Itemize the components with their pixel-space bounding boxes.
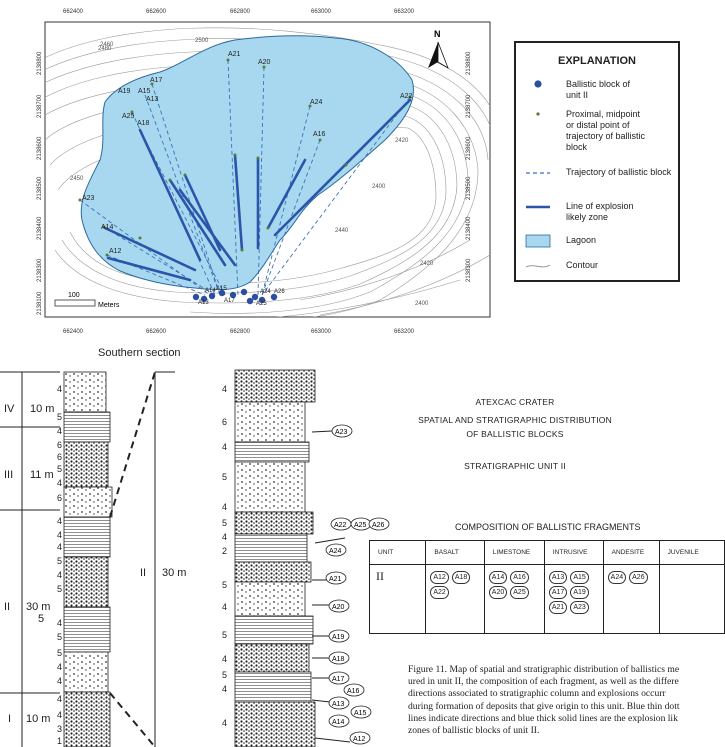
map-label: A13 <box>198 300 209 306</box>
marker-a15 <box>351 706 371 718</box>
caption-line: ured in unit II, the composition of each fragment, as well as the differe <box>408 676 679 688</box>
svg-text:I: I <box>8 713 12 725</box>
map-label: A26 <box>274 289 285 295</box>
title-line: ATEXCAC CRATER <box>475 397 555 407</box>
svg-text:663000: 663000 <box>311 329 332 335</box>
svg-text:4: 4 <box>57 570 63 580</box>
composition-table <box>369 540 725 634</box>
svg-text:A19: A19 <box>332 634 345 641</box>
svg-text:2138500: 2138500 <box>466 176 472 200</box>
svg-text:4: 4 <box>222 384 228 394</box>
map-legend <box>514 41 680 282</box>
svg-text:6: 6 <box>57 440 63 450</box>
figure-title-block <box>390 397 640 471</box>
svg-text:4: 4 <box>57 542 63 552</box>
map-label: A15 <box>138 88 151 95</box>
marker-a24 <box>326 544 346 556</box>
svg-text:4: 4 <box>222 718 228 728</box>
svg-text:5: 5 <box>57 584 63 594</box>
svg-text:663200: 663200 <box>394 329 415 335</box>
svg-text:4: 4 <box>57 694 63 704</box>
legend-label: Trajectory of ballistic block <box>566 167 672 177</box>
title-line: SPATIAL AND STRATIGRAPHIC DISTRIBUTION <box>418 415 612 425</box>
svg-text:2138400: 2138400 <box>466 216 472 240</box>
svg-text:4: 4 <box>222 654 228 664</box>
svg-text:4: 4 <box>57 478 63 488</box>
svg-text:662800: 662800 <box>230 9 251 15</box>
svg-text:10 m: 10 m <box>26 713 51 725</box>
left-column-layers <box>64 372 112 747</box>
map-label: A16 <box>313 131 326 138</box>
svg-text:IV: IV <box>4 403 15 415</box>
fragment-chip: A18 <box>452 571 470 584</box>
caption-line: zones of ballistic blocks of unit II. <box>408 725 540 737</box>
svg-text:5: 5 <box>222 580 228 590</box>
svg-text:3: 3 <box>57 724 63 734</box>
svg-text:II: II <box>4 601 11 613</box>
legend-label: Proximal, midpoint or distal point of trajectory of ballistic block <box>566 109 646 152</box>
intrusive-cell <box>545 565 603 614</box>
lagoon-swatch-icon <box>526 235 550 249</box>
fragment-chip: A14 <box>489 571 507 584</box>
svg-text:662400: 662400 <box>63 9 84 15</box>
marker-a26 <box>369 518 389 530</box>
fragment-chip: A22 <box>430 586 448 599</box>
map-label: A21 <box>228 51 241 58</box>
svg-text:662400: 662400 <box>63 329 84 335</box>
svg-text:4: 4 <box>222 602 228 612</box>
svg-text:2420: 2420 <box>395 138 409 144</box>
fragment-chip: A19 <box>570 586 588 599</box>
marker-a14 <box>329 715 349 727</box>
caption-line: during formation of deposits that give origin to this unit. Blue thin dott <box>408 700 680 712</box>
fragment-chip: A20 <box>489 586 507 599</box>
svg-text:A13: A13 <box>332 701 345 708</box>
svg-text:2: 2 <box>222 546 228 556</box>
svg-text:4: 4 <box>222 502 228 512</box>
col-header: UNIT <box>370 541 426 565</box>
svg-text:4: 4 <box>57 662 63 672</box>
section-heading: Southern section <box>98 347 181 359</box>
svg-text:A25: A25 <box>354 522 367 529</box>
map-label: A13 <box>146 96 159 103</box>
svg-text:4: 4 <box>57 516 63 526</box>
col-header: BASALT <box>426 541 484 565</box>
legend-title: EXPLANATION <box>557 55 637 67</box>
svg-text:2138300: 2138300 <box>466 258 472 282</box>
svg-text:4: 4 <box>57 710 63 720</box>
svg-text:662600: 662600 <box>146 9 167 15</box>
fragment-chip: A23 <box>570 601 588 614</box>
legend-label: Ballistic block of unit II <box>566 79 631 100</box>
fragment-chip: A13 <box>549 571 567 584</box>
svg-text:1: 1 <box>57 736 63 746</box>
map-label: A24 <box>310 99 323 106</box>
marker-a20 <box>329 600 349 612</box>
juvenile-cell <box>660 565 724 571</box>
fragment-chip: A24 <box>608 571 626 584</box>
svg-text:2480: 2480 <box>98 46 112 52</box>
svg-text:100: 100 <box>68 292 80 299</box>
svg-text:662800: 662800 <box>230 329 251 335</box>
basalt-cell <box>426 565 483 599</box>
marker-arrows <box>312 431 350 742</box>
title-line: OF BALLISTIC BLOCKS <box>466 429 564 439</box>
svg-text:5: 5 <box>57 648 63 658</box>
svg-text:5: 5 <box>222 630 228 640</box>
ballistic-block-icon <box>526 79 550 93</box>
svg-text:4: 4 <box>57 426 63 436</box>
svg-text:2138100: 2138100 <box>37 291 43 315</box>
fragment-chip: A16 <box>510 571 528 584</box>
map-label: A24 <box>260 289 271 295</box>
svg-text:5: 5 <box>222 670 228 680</box>
legend-label: Line of explosion likely zone <box>566 201 634 222</box>
svg-text:A16: A16 <box>347 688 360 695</box>
svg-text:2400: 2400 <box>372 184 386 190</box>
andesite-cell <box>604 565 659 584</box>
map-label: A15 <box>216 286 227 292</box>
svg-text:2138600: 2138600 <box>37 136 43 160</box>
col-header: JUVENILE <box>659 541 724 565</box>
svg-text:4: 4 <box>57 676 63 686</box>
detail-bed-numbers <box>222 384 227 728</box>
marker-a21 <box>326 572 346 584</box>
svg-text:2138800: 2138800 <box>466 51 472 75</box>
marker-a23 <box>332 425 352 437</box>
svg-text:A26: A26 <box>372 522 385 529</box>
map-label: A17 <box>150 77 163 84</box>
svg-text:2138700: 2138700 <box>466 94 472 118</box>
svg-text:4: 4 <box>57 618 63 628</box>
detail-column-layers <box>235 370 315 747</box>
svg-text:A21: A21 <box>329 576 342 583</box>
svg-text:2138300: 2138300 <box>37 258 43 282</box>
svg-text:A20: A20 <box>332 604 345 611</box>
unit-labels <box>4 403 54 725</box>
detail-thickness: 30 m <box>162 567 187 579</box>
svg-text:A17: A17 <box>332 676 345 683</box>
connector-lines <box>110 372 155 747</box>
fragment-chip: A21 <box>549 601 567 614</box>
fragment-chip: A26 <box>629 571 647 584</box>
composition-title: COMPOSITION OF BALLISTIC FRAGMENTS <box>455 522 641 532</box>
col-header: LIMESTONE <box>484 541 544 565</box>
svg-text:2138400: 2138400 <box>37 216 43 240</box>
svg-text:663200: 663200 <box>394 9 415 15</box>
svg-text:11 m: 11 m <box>30 469 54 481</box>
figure-caption <box>408 664 725 737</box>
svg-text:2138600: 2138600 <box>466 136 472 160</box>
map-label: A14 <box>205 288 216 294</box>
marker-a13 <box>329 697 349 709</box>
fragment-chip: A25 <box>510 586 528 599</box>
map-label: A12 <box>109 248 122 255</box>
svg-text:30 m: 30 m <box>26 601 51 613</box>
svg-text:A18: A18 <box>332 656 345 663</box>
svg-text:2420: 2420 <box>420 261 434 267</box>
limestone-cell <box>485 565 544 599</box>
fragment-chip: A17 <box>549 586 567 599</box>
svg-text:A22: A22 <box>334 522 347 529</box>
svg-text:4: 4 <box>222 532 228 542</box>
svg-text:662600: 662600 <box>146 329 167 335</box>
unit-brackets <box>0 372 63 747</box>
svg-text:2500: 2500 <box>195 38 209 44</box>
marker-a12 <box>350 732 370 744</box>
svg-text:5: 5 <box>57 632 63 642</box>
svg-text:5: 5 <box>57 412 63 422</box>
svg-text:III: III <box>4 469 14 481</box>
svg-text:A15: A15 <box>354 710 367 717</box>
svg-text:5: 5 <box>38 613 45 625</box>
detail-unit: II <box>140 567 147 579</box>
svg-text:A14: A14 <box>332 719 345 726</box>
svg-text:A23: A23 <box>335 429 348 436</box>
left-bed-numbers <box>57 384 62 746</box>
svg-text:6: 6 <box>222 417 228 427</box>
thick-line-icon <box>526 201 550 215</box>
marker-a19 <box>329 630 349 642</box>
title-line: STRATIGRAPHIC UNIT II <box>464 461 566 471</box>
dashed-line-icon <box>526 167 550 181</box>
caption-line: directions associated to stratigraphic column and explosions occurr <box>408 688 666 700</box>
map-label: A18 <box>137 120 150 127</box>
map-label: A22 <box>400 93 413 100</box>
legend-label: Contour <box>566 260 599 270</box>
row-unit: II <box>376 569 384 583</box>
map-label: A25 <box>122 113 135 120</box>
fragment-chip: A12 <box>430 571 448 584</box>
svg-text:4: 4 <box>222 684 228 694</box>
col-header: ANDESITE <box>603 541 659 565</box>
svg-text:A24: A24 <box>329 548 342 555</box>
svg-text:2138800: 2138800 <box>37 51 43 75</box>
map-label: A19 <box>118 88 131 95</box>
contour-line-icon <box>526 260 550 274</box>
col-header: INTRUSIVE <box>544 541 603 565</box>
stratigraphic-column <box>0 360 385 747</box>
svg-text:2460: 2460 <box>100 42 114 48</box>
svg-text:5: 5 <box>222 518 228 528</box>
svg-text:2138500: 2138500 <box>37 176 43 200</box>
marker-a22 <box>331 518 351 530</box>
svg-text:5: 5 <box>57 464 63 474</box>
legend-label: Lagoon <box>566 235 597 245</box>
svg-text:2450: 2450 <box>70 176 84 182</box>
caption-line: lines indicate directions and blue thick solid lines are the explosion lik <box>408 712 678 724</box>
map-label: A25 <box>256 301 267 307</box>
svg-text:6: 6 <box>57 493 63 503</box>
svg-text:663000: 663000 <box>311 9 332 15</box>
svg-text:N: N <box>434 29 441 39</box>
svg-text:4: 4 <box>222 442 228 452</box>
svg-text:4: 4 <box>57 384 63 394</box>
trajectory-point-icon <box>526 109 550 123</box>
map-label: A23 <box>82 195 95 202</box>
marker-a16 <box>344 684 364 696</box>
map-label: A14 <box>101 224 114 231</box>
caption-line: Figure 11. Map of spatial and stratigraphic distribution of ballistics me <box>408 664 680 675</box>
svg-text:2440: 2440 <box>335 228 349 234</box>
svg-text:2138700: 2138700 <box>37 94 43 118</box>
svg-text:10 m: 10 m <box>30 403 55 415</box>
marker-a18 <box>329 652 349 664</box>
svg-text:5: 5 <box>222 472 228 482</box>
svg-text:A12: A12 <box>353 736 366 743</box>
map-label: A17 <box>224 298 235 304</box>
fragment-chip: A15 <box>570 571 588 584</box>
map-label: A20 <box>258 59 271 66</box>
marker-a17 <box>329 672 349 684</box>
svg-text:4: 4 <box>57 530 63 540</box>
svg-text:Meters: Meters <box>98 302 120 309</box>
svg-text:5: 5 <box>57 556 63 566</box>
marker-a25 <box>351 518 371 530</box>
svg-text:2400: 2400 <box>415 301 429 307</box>
svg-text:6: 6 <box>57 452 63 462</box>
crater-map <box>0 0 500 340</box>
